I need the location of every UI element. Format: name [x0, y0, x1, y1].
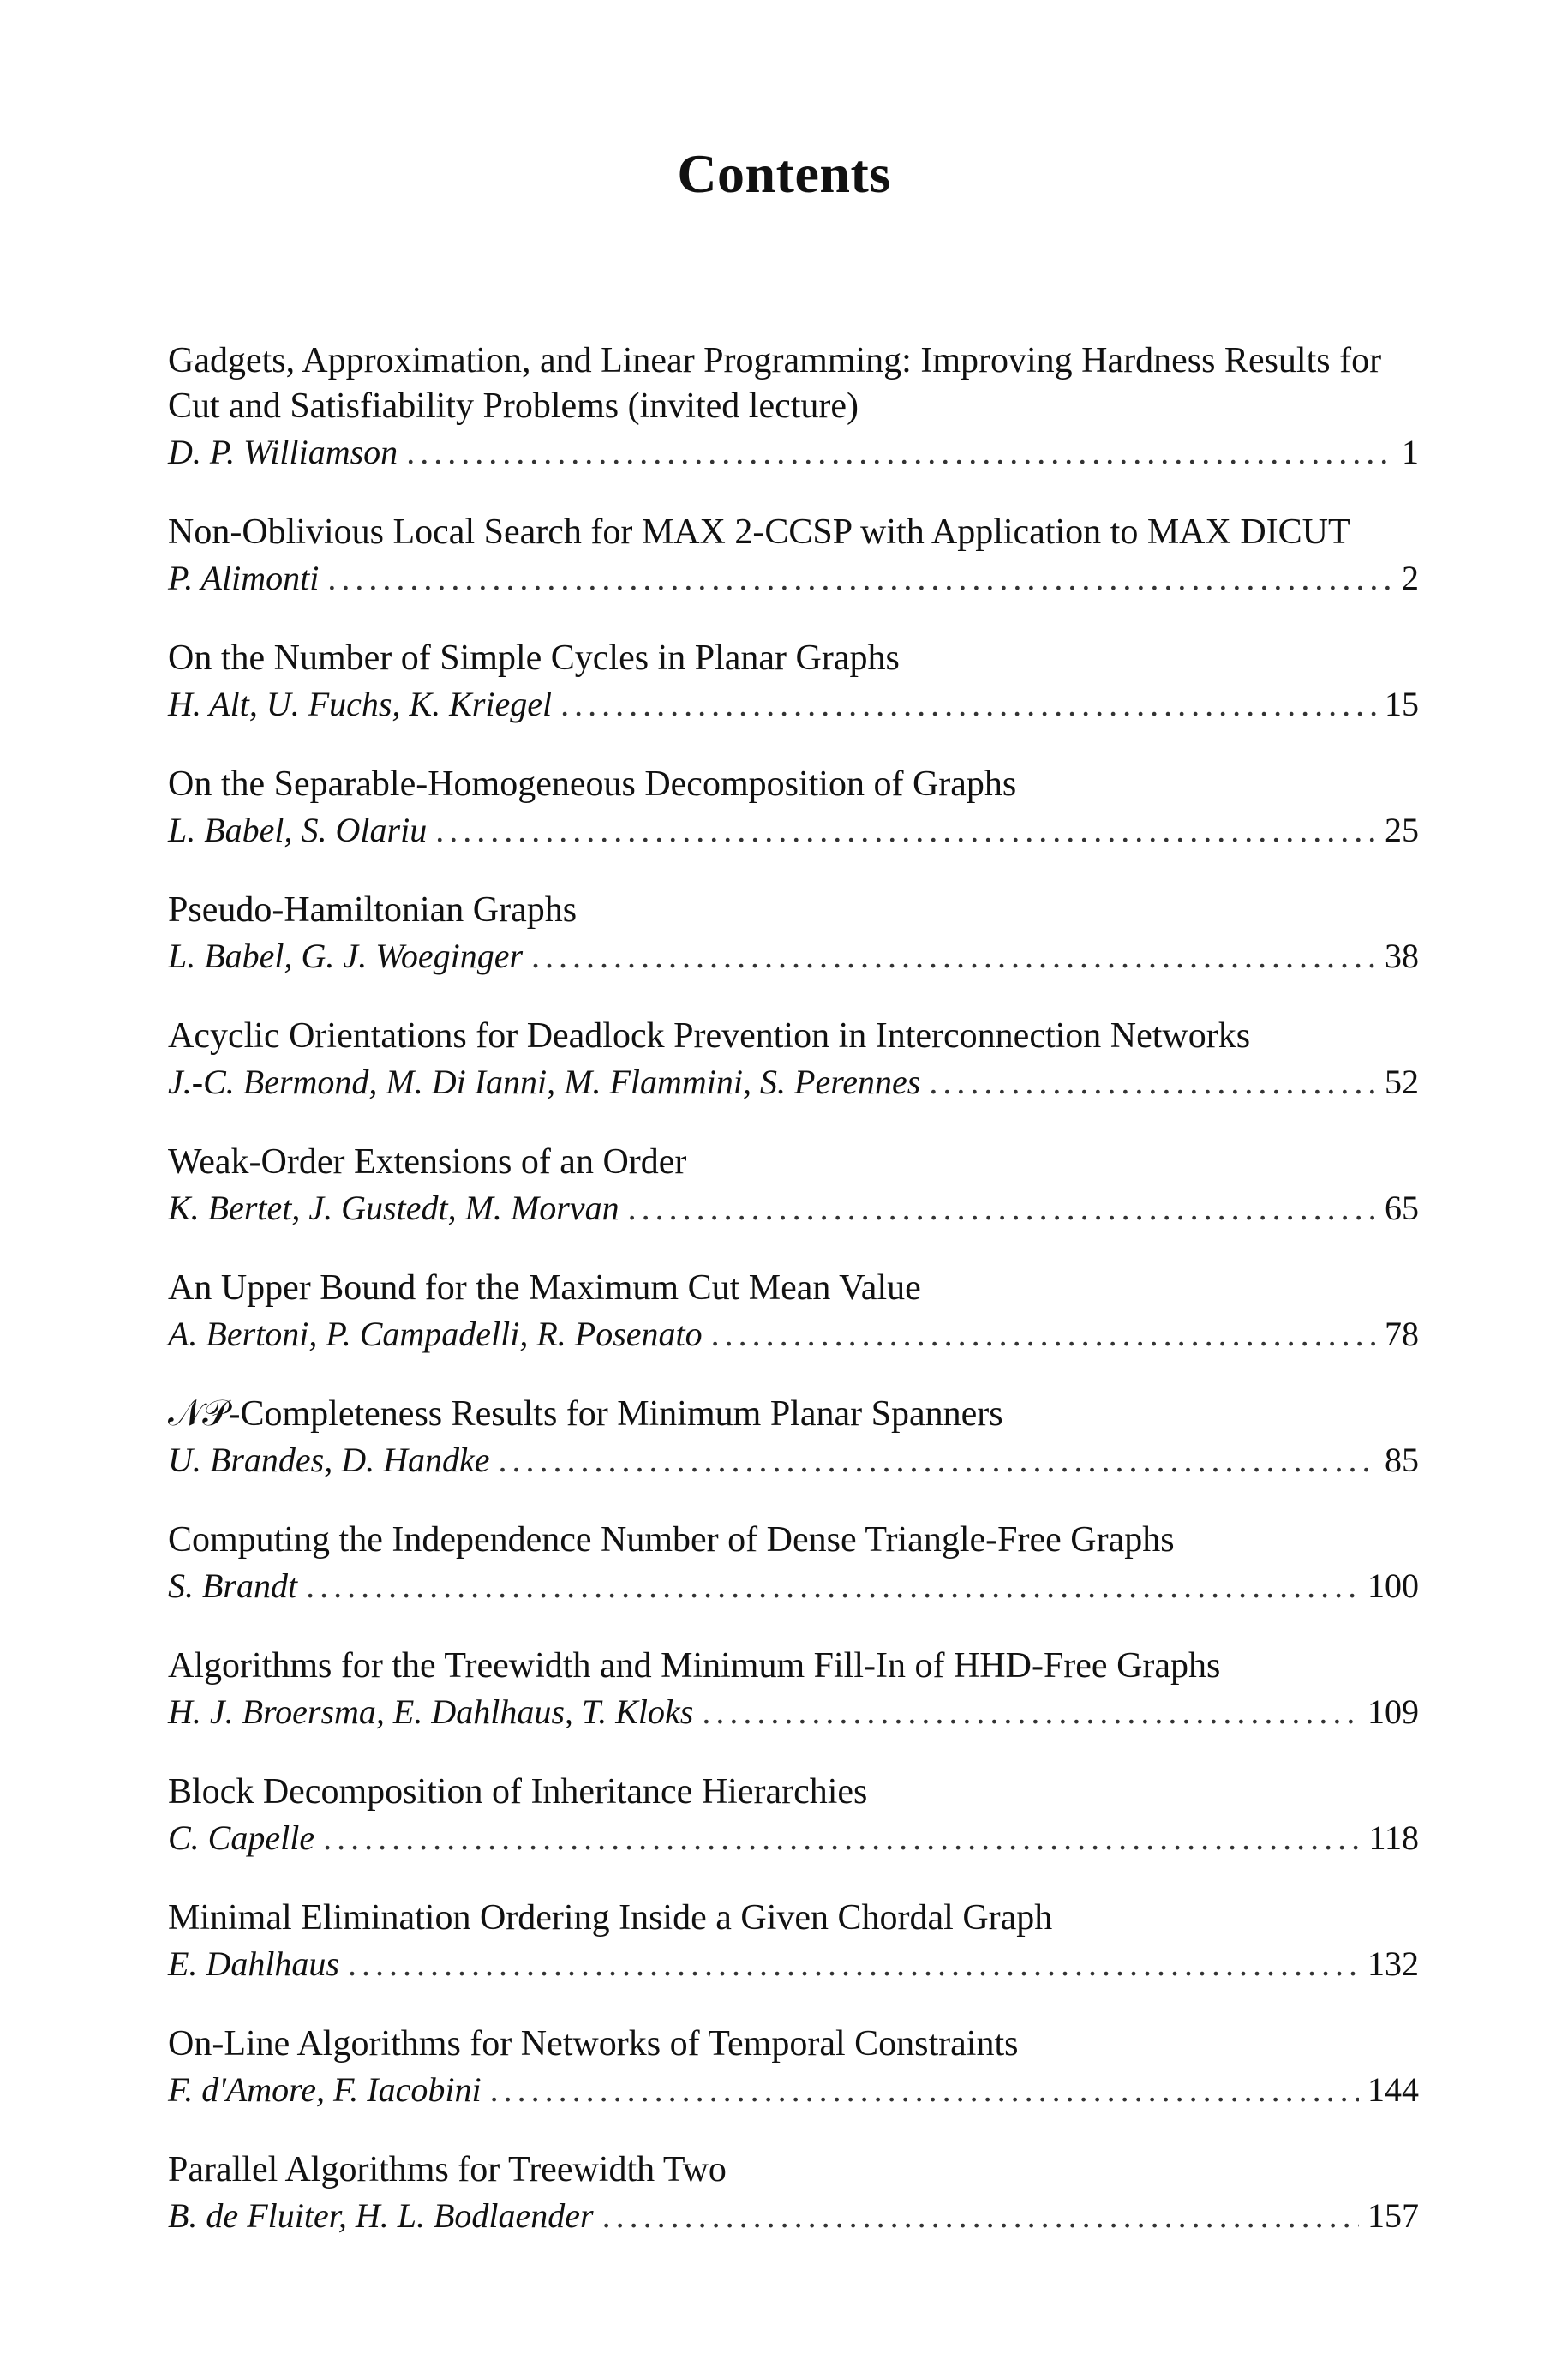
- entry-page-number: 65: [1385, 1189, 1419, 1227]
- entry-authors: S. Brandt: [168, 1566, 298, 1605]
- dot-leader: [628, 1185, 1376, 1231]
- entry-page-number: 118: [1368, 1818, 1419, 1857]
- dot-leader: [323, 1815, 1360, 1861]
- entry-title: Algorithms for the Treewidth and Minimum Fill-In of HHD-Free Graphs: [168, 1646, 1221, 1686]
- entry-page-number: 15: [1385, 685, 1419, 723]
- entry-authors: A. Bertoni, P. Campadelli, R. Posenato: [168, 1315, 703, 1353]
- entry-authors: P. Alimonti: [168, 559, 320, 597]
- entry-title: Block Decomposition of Inheritance Hierarchies: [168, 1772, 868, 1812]
- entry-title: 𝒩𝒫-Completeness Results for Minimum Planar Spanners: [168, 1394, 1003, 1434]
- entry-line: [168, 681, 1419, 728]
- entry-line: [168, 1941, 1419, 1987]
- toc-entry: [168, 2022, 1419, 2113]
- entry-title: On-Line Algorithms for Networks of Temporal Constraints: [168, 2024, 1019, 2064]
- dot-leader: [602, 2193, 1359, 2239]
- entry-line: [168, 2067, 1419, 2113]
- dot-leader: [929, 1059, 1376, 1105]
- toc-entry: [168, 2147, 1419, 2239]
- entry-line: [168, 1311, 1419, 1357]
- toc-entry: [168, 338, 1419, 476]
- dot-leader: [702, 1689, 1359, 1735]
- page-title: Contents: [677, 142, 891, 204]
- entry-title: Minimal Elimination Ordering Inside a Given Chordal Graph: [168, 1898, 1053, 1938]
- entry-title: On the Separable-Homogeneous Decomposition of Graphs: [168, 764, 1017, 804]
- entry-authors: D. P. Williamson: [168, 433, 398, 471]
- table-of-contents: [168, 338, 1419, 2273]
- entry-authors: L. Babel, G. J. Woeginger: [168, 937, 524, 975]
- entry-page-number: 52: [1385, 1063, 1419, 1101]
- entry-title: On the Number of Simple Cycles in Planar Graphs: [168, 638, 900, 678]
- entry-title: Parallel Algorithms for Treewidth Two: [168, 2150, 727, 2189]
- toc-entry: [168, 888, 1419, 979]
- dot-leader: [490, 2067, 1359, 2113]
- dot-leader: [531, 933, 1376, 979]
- entry-page-number: 25: [1385, 811, 1419, 849]
- entry-authors: L. Babel, S. Olariu: [168, 811, 428, 849]
- entry-authors: J.-C. Bermond, M. Di Ianni, M. Flammini, S. Perennes: [168, 1063, 921, 1101]
- dot-leader: [348, 1941, 1359, 1987]
- entry-page-number: 2: [1402, 559, 1419, 597]
- toc-entry: [168, 762, 1419, 854]
- toc-entry: [168, 510, 1419, 602]
- entry-page-number: 157: [1368, 2196, 1419, 2235]
- dot-leader: [435, 807, 1376, 854]
- entry-title: Computing the Independence Number of Dense Triangle-Free Graphs: [168, 1520, 1175, 1560]
- entry-line: [168, 555, 1419, 602]
- entry-authors: E. Dahlhaus: [168, 1944, 339, 1983]
- toc-entry: [168, 1770, 1419, 1861]
- entry-page-number: 144: [1368, 2070, 1419, 2109]
- dot-leader: [327, 555, 1393, 602]
- dot-leader: [406, 429, 1393, 476]
- toc-entry: [168, 1392, 1419, 1483]
- entry-authors: C. Capelle: [168, 1818, 315, 1857]
- dot-leader: [711, 1311, 1376, 1357]
- entry-line: [168, 807, 1419, 854]
- entry-title: Weak-Order Extensions of an Order: [168, 1142, 687, 1182]
- toc-entry: [168, 1140, 1419, 1231]
- toc-entry: [168, 1896, 1419, 1987]
- entry-line: [168, 1185, 1419, 1231]
- entry-authors: F. d'Amore, F. Iacobini: [168, 2070, 482, 2109]
- entry-line: [168, 1815, 1419, 1861]
- entry-page-number: 78: [1385, 1315, 1419, 1353]
- entry-authors: H. Alt, U. Fuchs, K. Kriegel: [168, 685, 553, 723]
- entry-title: Acyclic Orientations for Deadlock Prevention in Interconnection Networks: [168, 1016, 1251, 1056]
- entry-page-number: 100: [1368, 1566, 1419, 1605]
- dot-leader: [499, 1437, 1377, 1483]
- entry-line: [168, 1689, 1419, 1735]
- entry-page-number: 109: [1368, 1692, 1419, 1731]
- entry-page-number: 132: [1368, 1944, 1419, 1983]
- toc-entry: [168, 1266, 1419, 1357]
- entry-title: Pseudo-Hamiltonian Graphs: [168, 890, 578, 930]
- entry-authors: U. Brandes, D. Handke: [168, 1441, 490, 1479]
- entry-page-number: 38: [1385, 937, 1419, 975]
- toc-entry: [168, 1644, 1419, 1735]
- toc-entry: [168, 636, 1419, 728]
- entry-line: [168, 429, 1419, 476]
- entry-line: [168, 1563, 1419, 1609]
- entry-authors: K. Bertet, J. Gustedt, M. Morvan: [168, 1189, 619, 1227]
- entry-line: [168, 933, 1419, 979]
- entry-title: Non-Oblivious Local Search for MAX 2-CCSP with Application to MAX DICUT: [168, 512, 1350, 552]
- entry-authors: H. J. Broersma, E. Dahlhaus, T. Kloks: [168, 1692, 694, 1731]
- entry-line: [168, 1437, 1419, 1483]
- entry-title: Gadgets, Approximation, and Linear Programming: Improving Hardness Results for Cut and Satisfiability Problems (invited lecture): [168, 341, 1382, 426]
- toc-entry: [168, 1014, 1419, 1105]
- dot-leader: [306, 1563, 1359, 1609]
- entry-title: An Upper Bound for the Maximum Cut Mean Value: [168, 1268, 921, 1308]
- entry-page-number: 85: [1385, 1441, 1419, 1479]
- toc-entry: [168, 1518, 1419, 1609]
- entry-line: [168, 1059, 1419, 1105]
- entry-page-number: 1: [1402, 433, 1419, 471]
- entry-authors: B. de Fluiter, H. L. Bodlaender: [168, 2196, 594, 2235]
- entry-line: [168, 2193, 1419, 2239]
- dot-leader: [560, 681, 1376, 728]
